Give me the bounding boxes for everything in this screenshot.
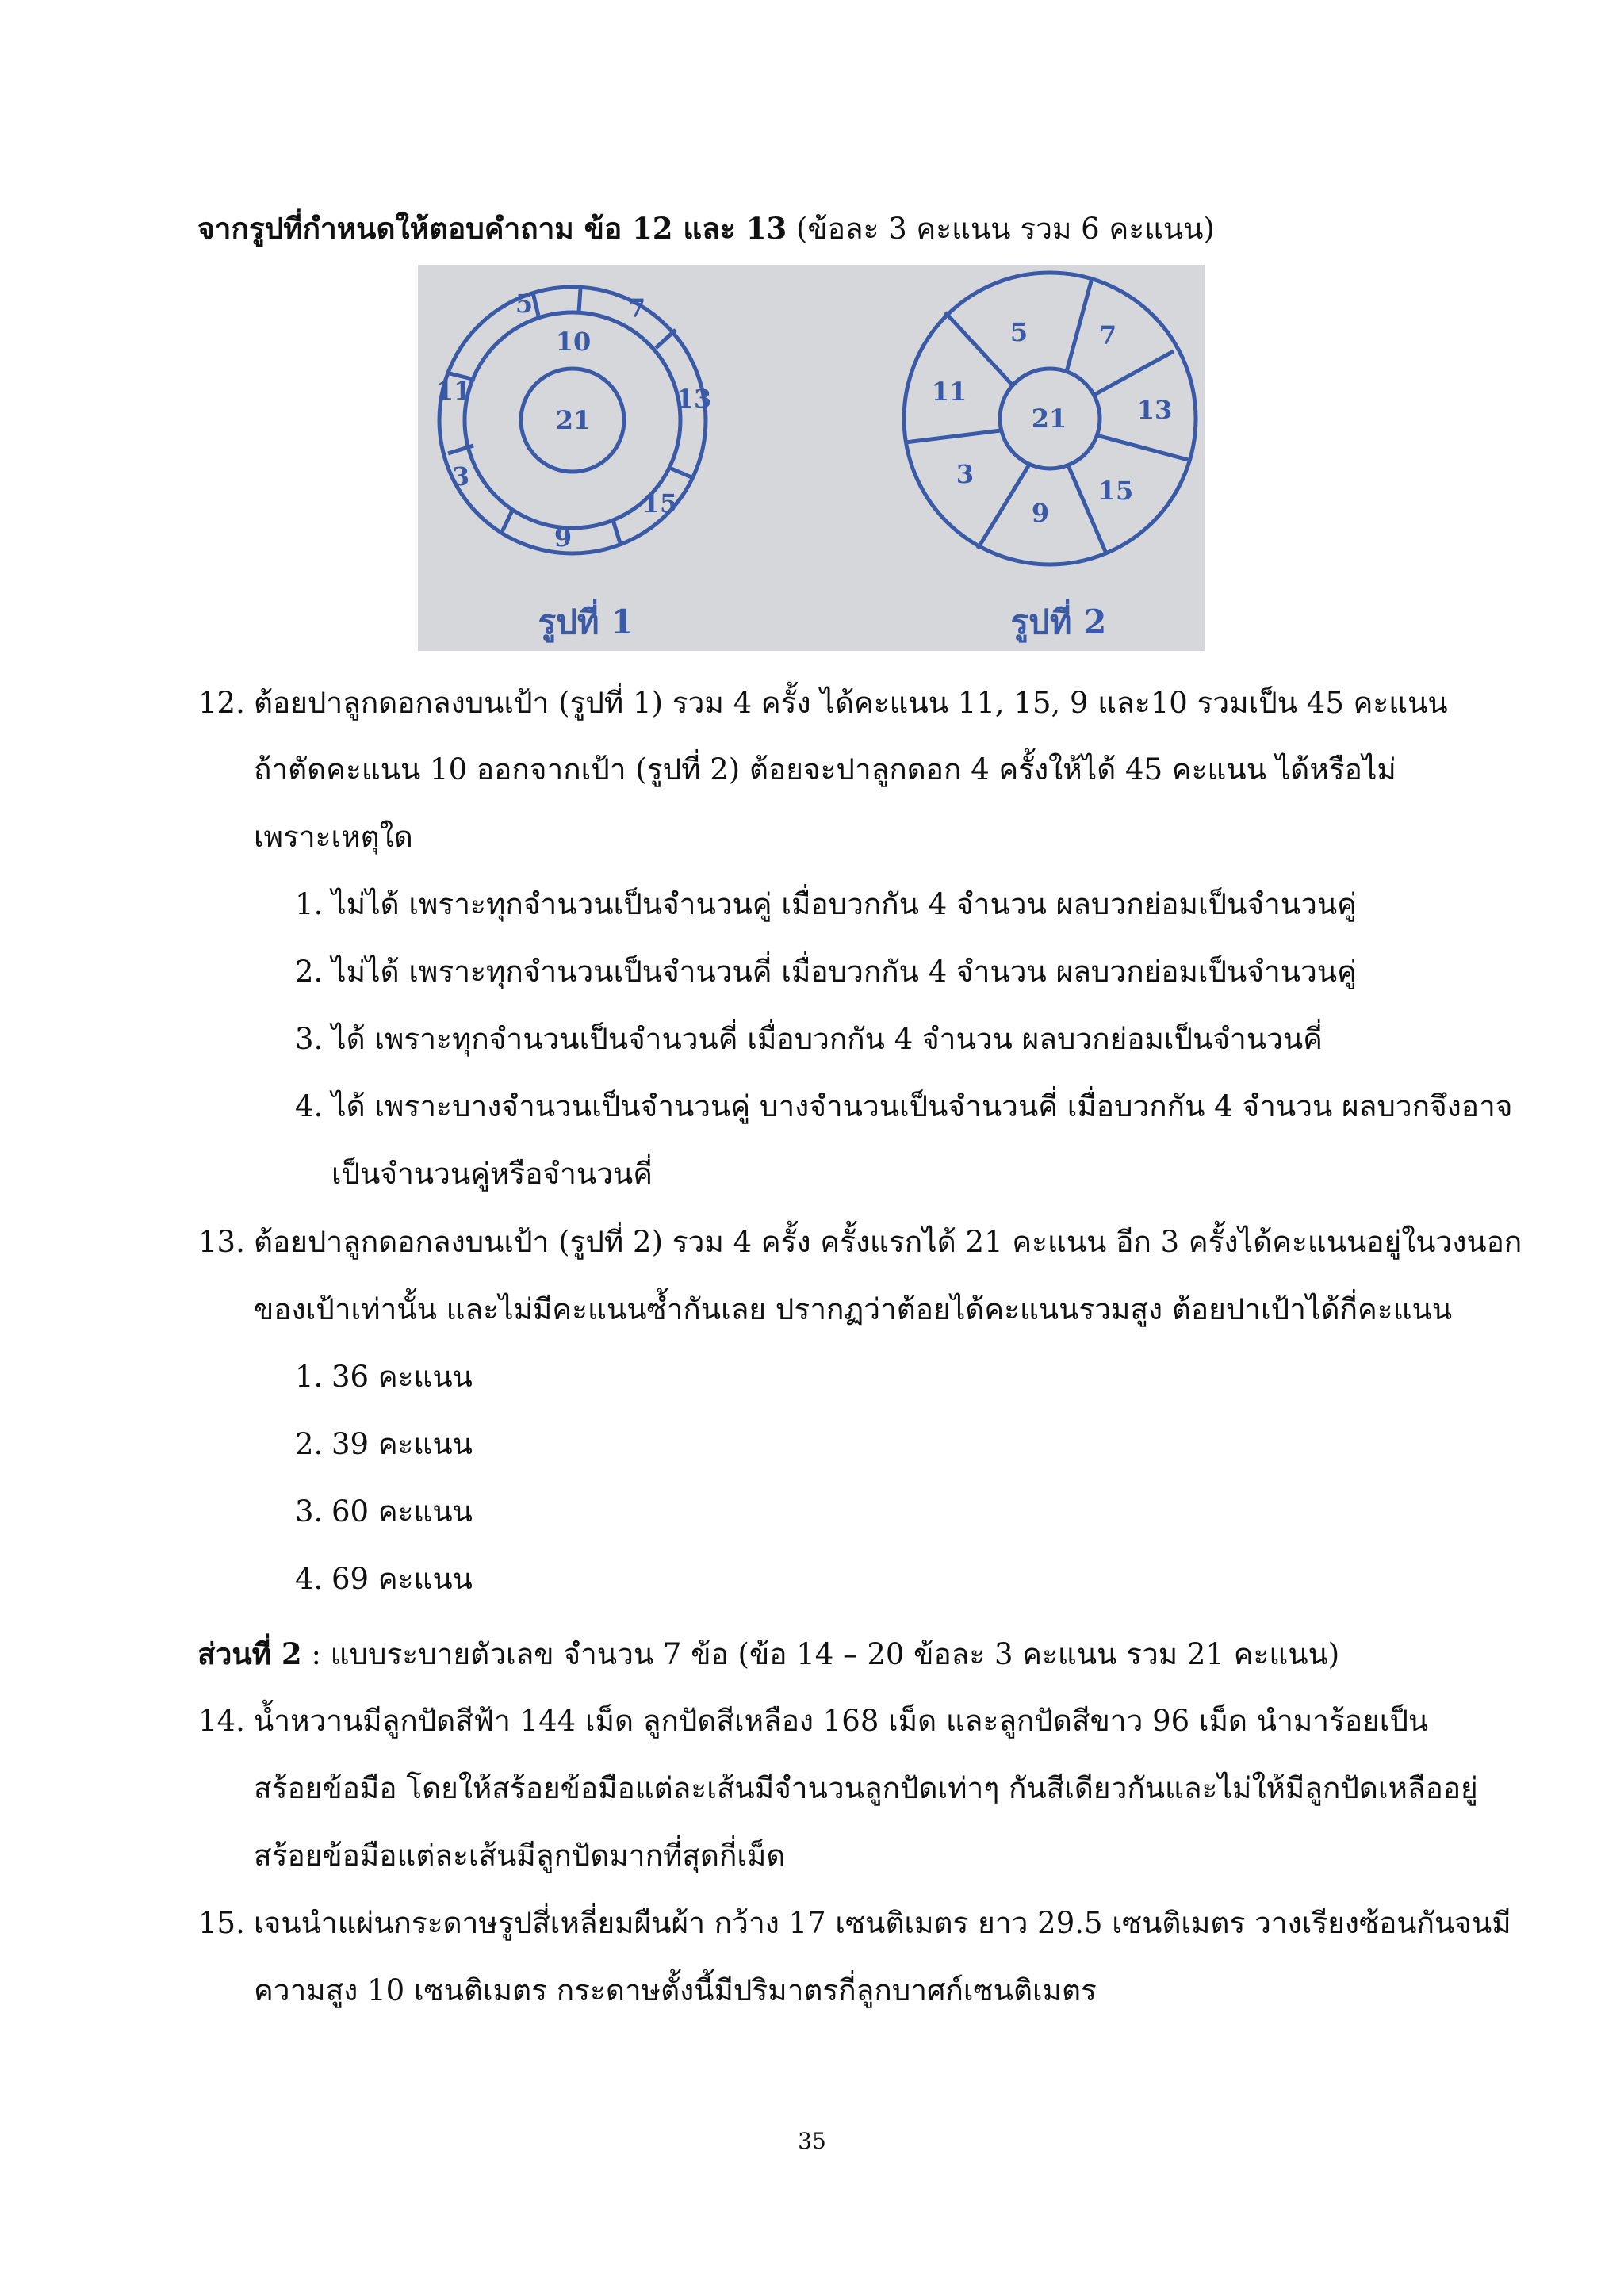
intro-normal: (ข้อละ 3 คะแนน รวม 6 คะแนน) — [795, 212, 1215, 246]
fig1-label-3: 3 — [451, 461, 470, 492]
dartboard-svg — [418, 265, 1205, 651]
q15-line-1: เจนนำแผ่นกระดาษรูปสี่เหลี่ยมผืนผ้า กว้าง 17 เซนติเมตร ยาว 29.5 เซนติเมตร วางเรียงซ้อนกันจนมี — [254, 1906, 1511, 1940]
q12-choice-1[interactable]: ไม่ได้ เพราะทุกจำนวนเป็นจำนวนคู่ เมื่อบวกกัน 4 จำนวน ผลบวกย่อมเป็นจำนวนคู่ — [331, 887, 1357, 921]
q13-line-1: ต้อยปาลูกดอกลงบนเป้า (รูปที่ 2) รวม 4 ครั้ง ครั้งแรกได้ 21 คะแนน อีก 3 ครั้งได้คะแนนอยู่ในวงนอก — [254, 1225, 1522, 1259]
q12-choice-2[interactable]: ไม่ได้ เพราะทุกจำนวนเป็นจำนวนคี่ เมื่อบวกกัน 4 จำนวน ผลบวกย่อมเป็นจำนวนคู่ — [331, 955, 1357, 989]
q13-choice-4[interactable]: 69 คะแนน — [331, 1562, 473, 1596]
q14-line-3: สร้อยข้อมือแต่ละเส้นมีลูกปัดมากที่สุดกี่เม็ด — [254, 1839, 786, 1873]
fig1-label-21: 21 — [555, 405, 592, 435]
q12-choice-1-number: 1. — [295, 887, 324, 921]
q13-choice-2[interactable]: 39 คะแนน — [331, 1427, 473, 1461]
fig1-label-5: 5 — [515, 289, 534, 319]
q13-line-2: ของเป้าเท่านั้น และไม่มีคะแนนซ้ำกันเลย ปรากฏว่าต้อยได้คะแนนรวมสูง ต้อยปาเป้าได้กี่คะแนน — [254, 1292, 1453, 1326]
fig2-label-3: 3 — [956, 459, 975, 489]
q15-line-2: ความสูง 10 เซนติเมตร กระดาษตั้งนี้มีปริมาตรกี่ลูกบาศก์เซนติเมตร — [254, 1973, 1097, 2007]
q12-choice-4[interactable]: ได้ เพราะบางจำนวนเป็นจำนวนคู่ บางจำนวนเป็นจำนวนคี่ เมื่อบวกกัน 4 จำนวน ผลบวกจึงอาจ — [331, 1089, 1513, 1123]
q13-choice-1[interactable]: 36 คะแนน — [331, 1360, 473, 1394]
fig1-label-7: 7 — [627, 293, 646, 323]
part2-normal: : แบบระบายตัวเลข จำนวน 7 ข้อ (ข้อ 14 – 20 ข้อละ 3 คะแนน รวม 21 คะแนน) — [311, 1637, 1340, 1671]
q13-number: 13. — [198, 1225, 245, 1259]
q14-line-2: สร้อยข้อมือ โดยให้สร้อยข้อมือแต่ละเส้นมีจำนวนลูกปัดเท่าๆ กันสีเดียวกันและไม่ให้มีลูกปัดเหลืออยู่ — [254, 1771, 1478, 1805]
q14-line-1: น้ำหวานมีลูกปัดสีฟ้า 144 เม็ด ลูกปัดสีเหลือง 168 เม็ด และลูกปัดสีขาว 96 เม็ด นำมาร้อยเป็น — [254, 1704, 1429, 1738]
fig1-label-10: 10 — [555, 327, 592, 357]
q13-choice-1-number: 1. — [295, 1360, 324, 1394]
q12-choice-4-number: 4. — [295, 1089, 324, 1123]
q12-choice-2-number: 2. — [295, 955, 324, 989]
q13-choice-3-number: 3. — [295, 1494, 324, 1529]
fig2-label-11: 11 — [931, 377, 967, 407]
fig1-caption: รูปที่ 1 — [538, 603, 634, 641]
part2-bold: ส่วนที่ 2 — [197, 1636, 302, 1671]
fig1-label-11: 11 — [435, 376, 472, 406]
dartboard-figure — [418, 265, 1205, 651]
intro-line — [197, 209, 1215, 248]
fig2-label-15: 15 — [1097, 476, 1134, 506]
fig1-label-15: 15 — [642, 488, 678, 519]
q12-line-3: เพราะเหตุใด — [254, 820, 413, 854]
q12-line-1: ต้อยปาลูกดอกลงบนเป้า (รูปที่ 1) รวม 4 ครั้ง ได้คะแนน 11, 15, 9 และ10 รวมเป็น 45 คะแนน — [254, 686, 1448, 720]
fig2-caption: รูปที่ 2 — [1010, 603, 1107, 641]
q13-choice-2-number: 2. — [295, 1427, 324, 1461]
q12-line-2: ถ้าตัดคะแนน 10 ออกจากเป้า (รูปที่ 2) ต้อยจะปาลูกดอก 4 ครั้งให้ได้ 45 คะแนน ได้หรือไม่ — [254, 752, 1396, 786]
q14-number: 14. — [198, 1704, 245, 1738]
q12-choice-3[interactable]: ได้ เพราะทุกจำนวนเป็นจำนวนคี่ เมื่อบวกกัน 4 จำนวน ผลบวกย่อมเป็นจำนวนคี่ — [331, 1022, 1323, 1056]
q12-choice-4-cont: เป็นจำนวนคู่หรือจำนวนคี่ — [331, 1157, 653, 1191]
q13-choice-3[interactable]: 60 คะแนน — [331, 1494, 473, 1529]
part2-header — [197, 1635, 1339, 1674]
fig1-label-9: 9 — [553, 522, 573, 553]
fig2-label-13: 13 — [1136, 395, 1173, 425]
q15-number: 15. — [198, 1906, 245, 1940]
q12-choice-3-number: 3. — [295, 1022, 324, 1056]
q12-number: 12. — [198, 686, 245, 720]
intro-bold: จากรูปที่กำหนดให้ตอบคำถาม ข้อ 12 และ 13 — [197, 211, 787, 246]
fig2-label-21: 21 — [1031, 404, 1067, 434]
fig1-label-13: 13 — [676, 384, 712, 414]
fig2-label-5: 5 — [1009, 317, 1028, 347]
fig2-label-9: 9 — [1031, 498, 1050, 528]
fig2-label-7: 7 — [1098, 320, 1117, 350]
q13-choice-4-number: 4. — [295, 1562, 324, 1596]
page-number: 35 — [798, 2128, 826, 2154]
